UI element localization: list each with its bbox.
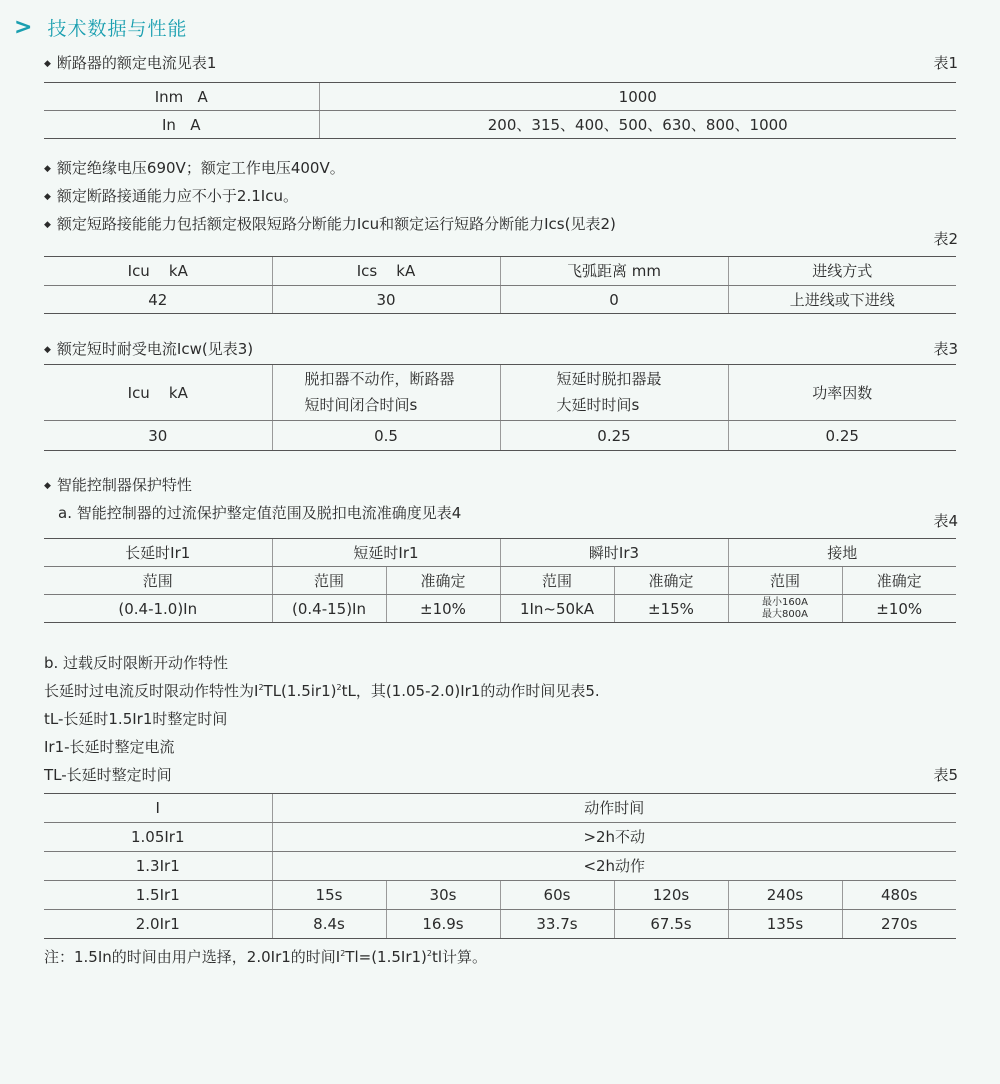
cell [728, 595, 842, 623]
cell: 200、315、400、500、630、800、1000 [319, 111, 956, 139]
para-a: a. 智能控制器的过流保护整定值范围及脱扣电流准确度见表4 [58, 504, 462, 522]
cell: 功率因数 [728, 365, 956, 421]
cell: 1.05Ir1 [44, 823, 272, 852]
superscript: 2 [340, 949, 346, 958]
ground-min: 最小160A [762, 597, 808, 608]
cell: 1In~50kA [500, 595, 614, 623]
superscript: 2 [258, 683, 264, 692]
text: TL(1.5ir1) [263, 682, 337, 700]
cell: 0.25 [500, 421, 728, 451]
cell: 15s [272, 881, 386, 910]
table-3 [44, 364, 956, 451]
bullet-voltage: ◆ 额定绝缘电压690V；额定工作电压400V。 [44, 157, 345, 178]
cell: 16.9s [386, 910, 500, 939]
cell: 1.3Ir1 [44, 852, 272, 881]
cell: Icu kA [44, 365, 272, 421]
table4-label: 表4 [933, 512, 958, 530]
cell: 135s [728, 910, 842, 939]
cell: 1000 [319, 83, 956, 111]
cell: 范围 [500, 567, 614, 595]
cell: 0 [500, 286, 728, 314]
cell: 上进线或下进线 [728, 286, 956, 314]
cell: 0.25 [728, 421, 956, 451]
cell: <2h动作 [272, 852, 956, 881]
table-5 [44, 793, 956, 939]
text: tL，其(1.05-2.0)Ir1的动作时间见表5. [341, 682, 600, 700]
chevron-right-icon: > [14, 14, 34, 40]
table-1 [44, 82, 956, 139]
cell: >2h不动 [272, 823, 956, 852]
para-tl: tL-长延时1.5Ir1时整定时间 [44, 710, 228, 728]
cell: 进线方式 [728, 257, 956, 286]
bullet-rated-current: ◆ 断路器的额定电流见表1 [44, 52, 216, 73]
para-tl2: TL-长延时整定时间 [44, 766, 172, 784]
cell: 67.5s [614, 910, 728, 939]
cell: 1.5Ir1 [44, 881, 272, 910]
cell: 120s [614, 881, 728, 910]
table-4 [44, 538, 956, 623]
cell: ±10% [842, 595, 956, 623]
cell-line: 大延时时间s [556, 395, 640, 414]
cell: 范围 [728, 567, 842, 595]
superscript: 2 [426, 949, 432, 958]
para-b: b. 过载反时限断开动作特性 [44, 654, 229, 672]
bullet-controller: ◆ 智能控制器保护特性 [44, 474, 192, 495]
cell: 8.4s [272, 910, 386, 939]
text: Tl=(1.5Ir1) [345, 948, 427, 966]
table-2 [44, 256, 956, 314]
ground-max: 最大800A [762, 608, 808, 620]
cell-line: 短延时脱扣器最 [556, 370, 662, 388]
table5-label: 表5 [933, 766, 958, 784]
cell: 2.0Ir1 [44, 910, 272, 939]
cell: ±10% [386, 595, 500, 623]
para-formula [44, 680, 600, 701]
superscript: 2 [336, 683, 342, 692]
cell: 30s [386, 881, 500, 910]
cell-line: 短时间闭合时间s [304, 395, 418, 414]
cell: 准确定 [842, 567, 956, 595]
cell: In A [44, 111, 319, 139]
cell: 480s [842, 881, 956, 910]
cell: 范围 [44, 567, 272, 595]
cell: 240s [728, 881, 842, 910]
cell: 30 [44, 421, 272, 451]
cell: 飞弧距离 mm [500, 257, 728, 286]
table3-label: 表3 [933, 340, 958, 358]
cell: 准确定 [614, 567, 728, 595]
section-title-text: 技术数据与性能 [47, 18, 188, 40]
text: tl计算。 [431, 948, 488, 966]
table2-label: 表2 [933, 230, 958, 248]
cell: ±15% [614, 595, 728, 623]
cell: (0.4-1.0)In [44, 595, 272, 623]
cell-line: 脱扣器不动作，断路器 [304, 370, 455, 388]
cell: 0.5 [272, 421, 500, 451]
section-title [14, 14, 187, 41]
cell: 30 [272, 286, 500, 314]
cell [272, 365, 500, 421]
cell: 动作时间 [272, 794, 956, 823]
text: 长延时过电流反时限动作特性为I [44, 682, 259, 700]
para-ir1: Ir1-长延时整定电流 [44, 738, 175, 756]
cell: 42 [44, 286, 272, 314]
cell: (0.4-15)In [272, 595, 386, 623]
bullet-short-time: ◆ 额定短时耐受电流Icw(见表3) [44, 338, 253, 359]
bullet-breaking-capacity: ◆ 额定短路接能能力包括额定极限短路分断能力Icu和额定运行短路分断能力Ics(见表2) [44, 213, 616, 234]
cell: 长延时Ir1 [44, 539, 272, 567]
cell: 短延时Ir1 [272, 539, 500, 567]
cell: 接地 [728, 539, 956, 567]
cell: Icu kA [44, 257, 272, 286]
text: 注：1.5In的时间由用户选择，2.0Ir1的时间I [44, 948, 341, 966]
footnote [44, 946, 487, 967]
cell: I [44, 794, 272, 823]
cell [500, 365, 728, 421]
cell: 准确定 [386, 567, 500, 595]
cell: 33.7s [500, 910, 614, 939]
cell: 范围 [272, 567, 386, 595]
cell: 270s [842, 910, 956, 939]
table1-label: 表1 [933, 54, 958, 72]
cell: 瞬时Ir3 [500, 539, 728, 567]
cell: Inm A [44, 83, 319, 111]
bullet-making-capacity: ◆ 额定断路接通能力应不小于2.1Icu。 [44, 185, 298, 206]
cell: Ics kA [272, 257, 500, 286]
cell: 60s [500, 881, 614, 910]
